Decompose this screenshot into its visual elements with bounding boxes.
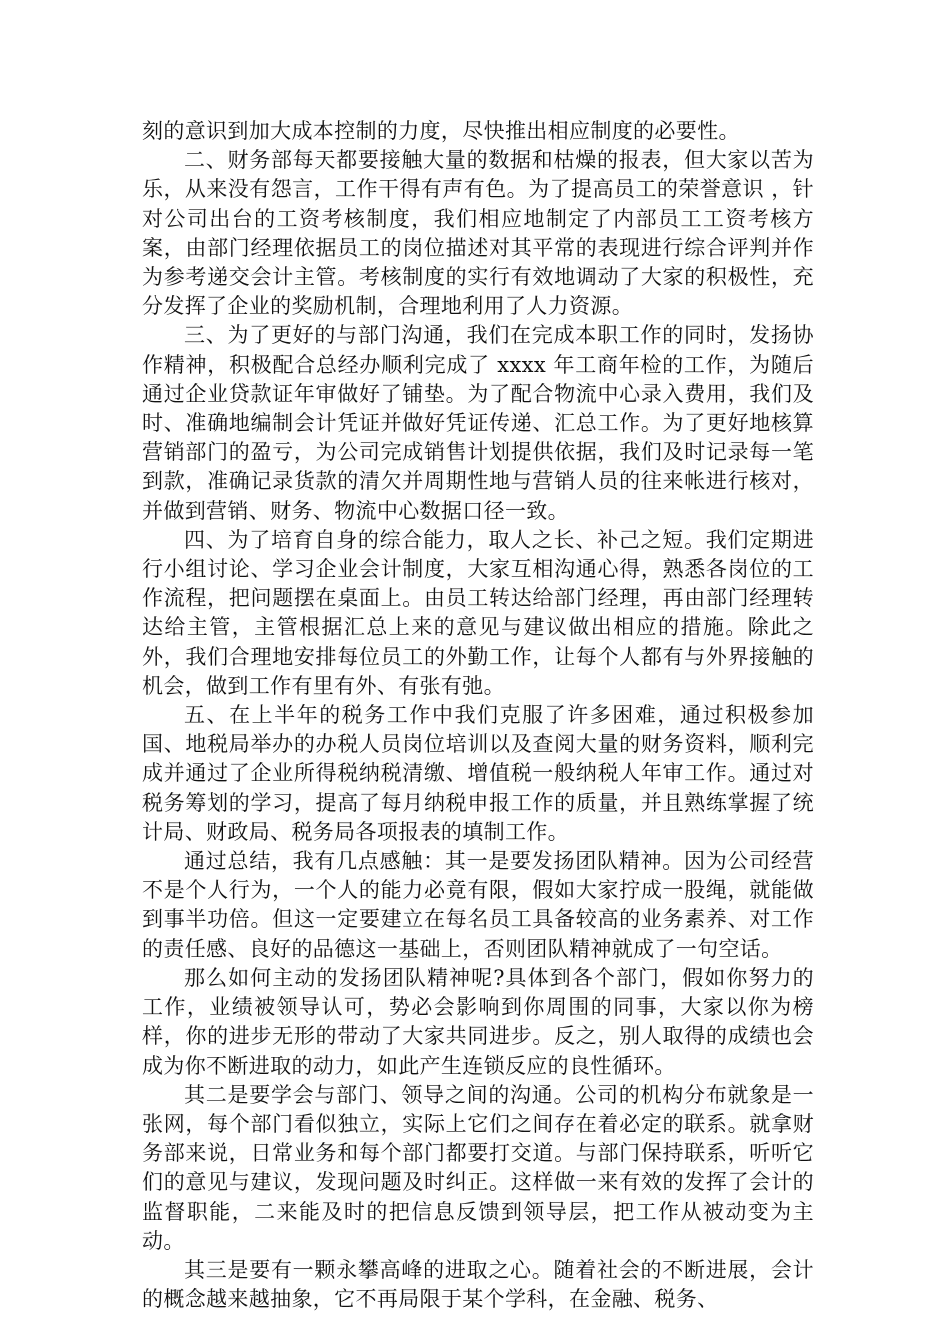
paragraph-section-4: 四、为了培育自身的综合能力，取人之长、补己之短。我们定期进行小组讨论、学习企业会计制度，大家互相沟通心得，熟悉各岗位的工作流程，把问题摆在桌面上。由员工转达给部门经理，再由部门经理转达给主管，主管根据汇总上来的意见与建议做出相应的措施。除此之外，我们合理地安排每位员工的外勤工作，让每个人都有与外界接触的机会，做到工作有里有外、有张有弛。 xyxy=(142,527,814,698)
document-body xyxy=(142,117,814,1314)
paragraph-ambition: 其三是要有一颗永攀高峰的进取之心。随着社会的不断进展，会计的概念越来越抽象，它不再局限于某个学科，在金融、税务、 xyxy=(142,1257,814,1312)
paragraph-communication: 其二是要学会与部门、领导之间的沟通。公司的机构分布就象是一张网，每个部门看似独立，实际上它们之间存在着必定的联系。就拿财务部来说，日常业务和每个部门都要打交道。与部门保持联系，听听它们的意见与建议，发现问题及时纠正。这样做一来有效的发挥了会计的监督职能，二来能及时的把信息反馈到领导层，把工作从被动变为主动。 xyxy=(142,1082,814,1253)
paragraph-continued: 刻的意识到加大成本控制的力度，尽快推出相应制度的必要性。 xyxy=(142,119,740,143)
paragraph-team-spirit: 那么如何主动的发扬团队精神呢?具体到各个部门，假如你努力的工作，业绩被领导认可，势必会影响到你周围的同事，大家以你为榜样，你的进步无形的带动了大家共同进步。反之，别人取得的成绩也会成为你不断进取的动力，如此产生连锁反应的良性循环。 xyxy=(142,965,814,1078)
paragraph-section-3: 三、为了更好的与部门沟通，我们在完成本职工作的同时，发扬协作精神，积极配合总经办顺利完成了 xxxx 年工商年检的工作，为随后通过企业贷款证年审做好了铺垫。为了配合物流中心录入费用，我们及时、准确地编制会计凭证并做好凭证传递、汇总工作。为了更好地核算营销部门的盈亏，为公司完成销售计划提供依据，我们及时记录每一笔到款，准确记录货款的清欠并周期性地与营销人员的往来帐进行核对，并做到营销、财务、物流中心数据口径一致。 xyxy=(142,323,814,523)
paragraph-summary-teamwork: 通过总结，我有几点感触：其一是要发扬团队精神。因为公司经营不是个人行为，一个人的能力必竟有限，假如大家拧成一股绳，就能做到事半功倍。但这一定要建立在每名员工具备较高的业务素养、对工作的责任感、良好的品德这一基础上，否则团队精神就成了一句空话。 xyxy=(142,849,814,961)
paragraph-section-2: 二、财务部每天都要接触大量的数据和枯燥的报表，但大家以苦为乐，从来没有怨言，工作干得有声有色。为了提高员工的荣誉意识 ，针对公司出台的工资考核制度，我们相应地制定了内部员工工资考核方案，由部门经理依据员工的岗位描述对其平常的表现进行综合评判并作为参考递交会计主管。考核制度的实行有效地调动了大家的积极性，充分发挥了企业的奖励机制，合理地利用了人力资源。 xyxy=(142,148,814,319)
paragraph-section-5: 五、在上半年的税务工作中我们克服了许多困难，通过积极参加国、地税局举办的办税人员岗位培训以及查阅大量的财务资料，顺利完成并通过了企业所得税纳税清缴、增值税一般纳税人年审工作。通过对税务筹划的学习，提高了每月纳税申报工作的质量，并且熟练掌握了统计局、财政局、税务局各项报表的填制工作。 xyxy=(142,703,814,844)
